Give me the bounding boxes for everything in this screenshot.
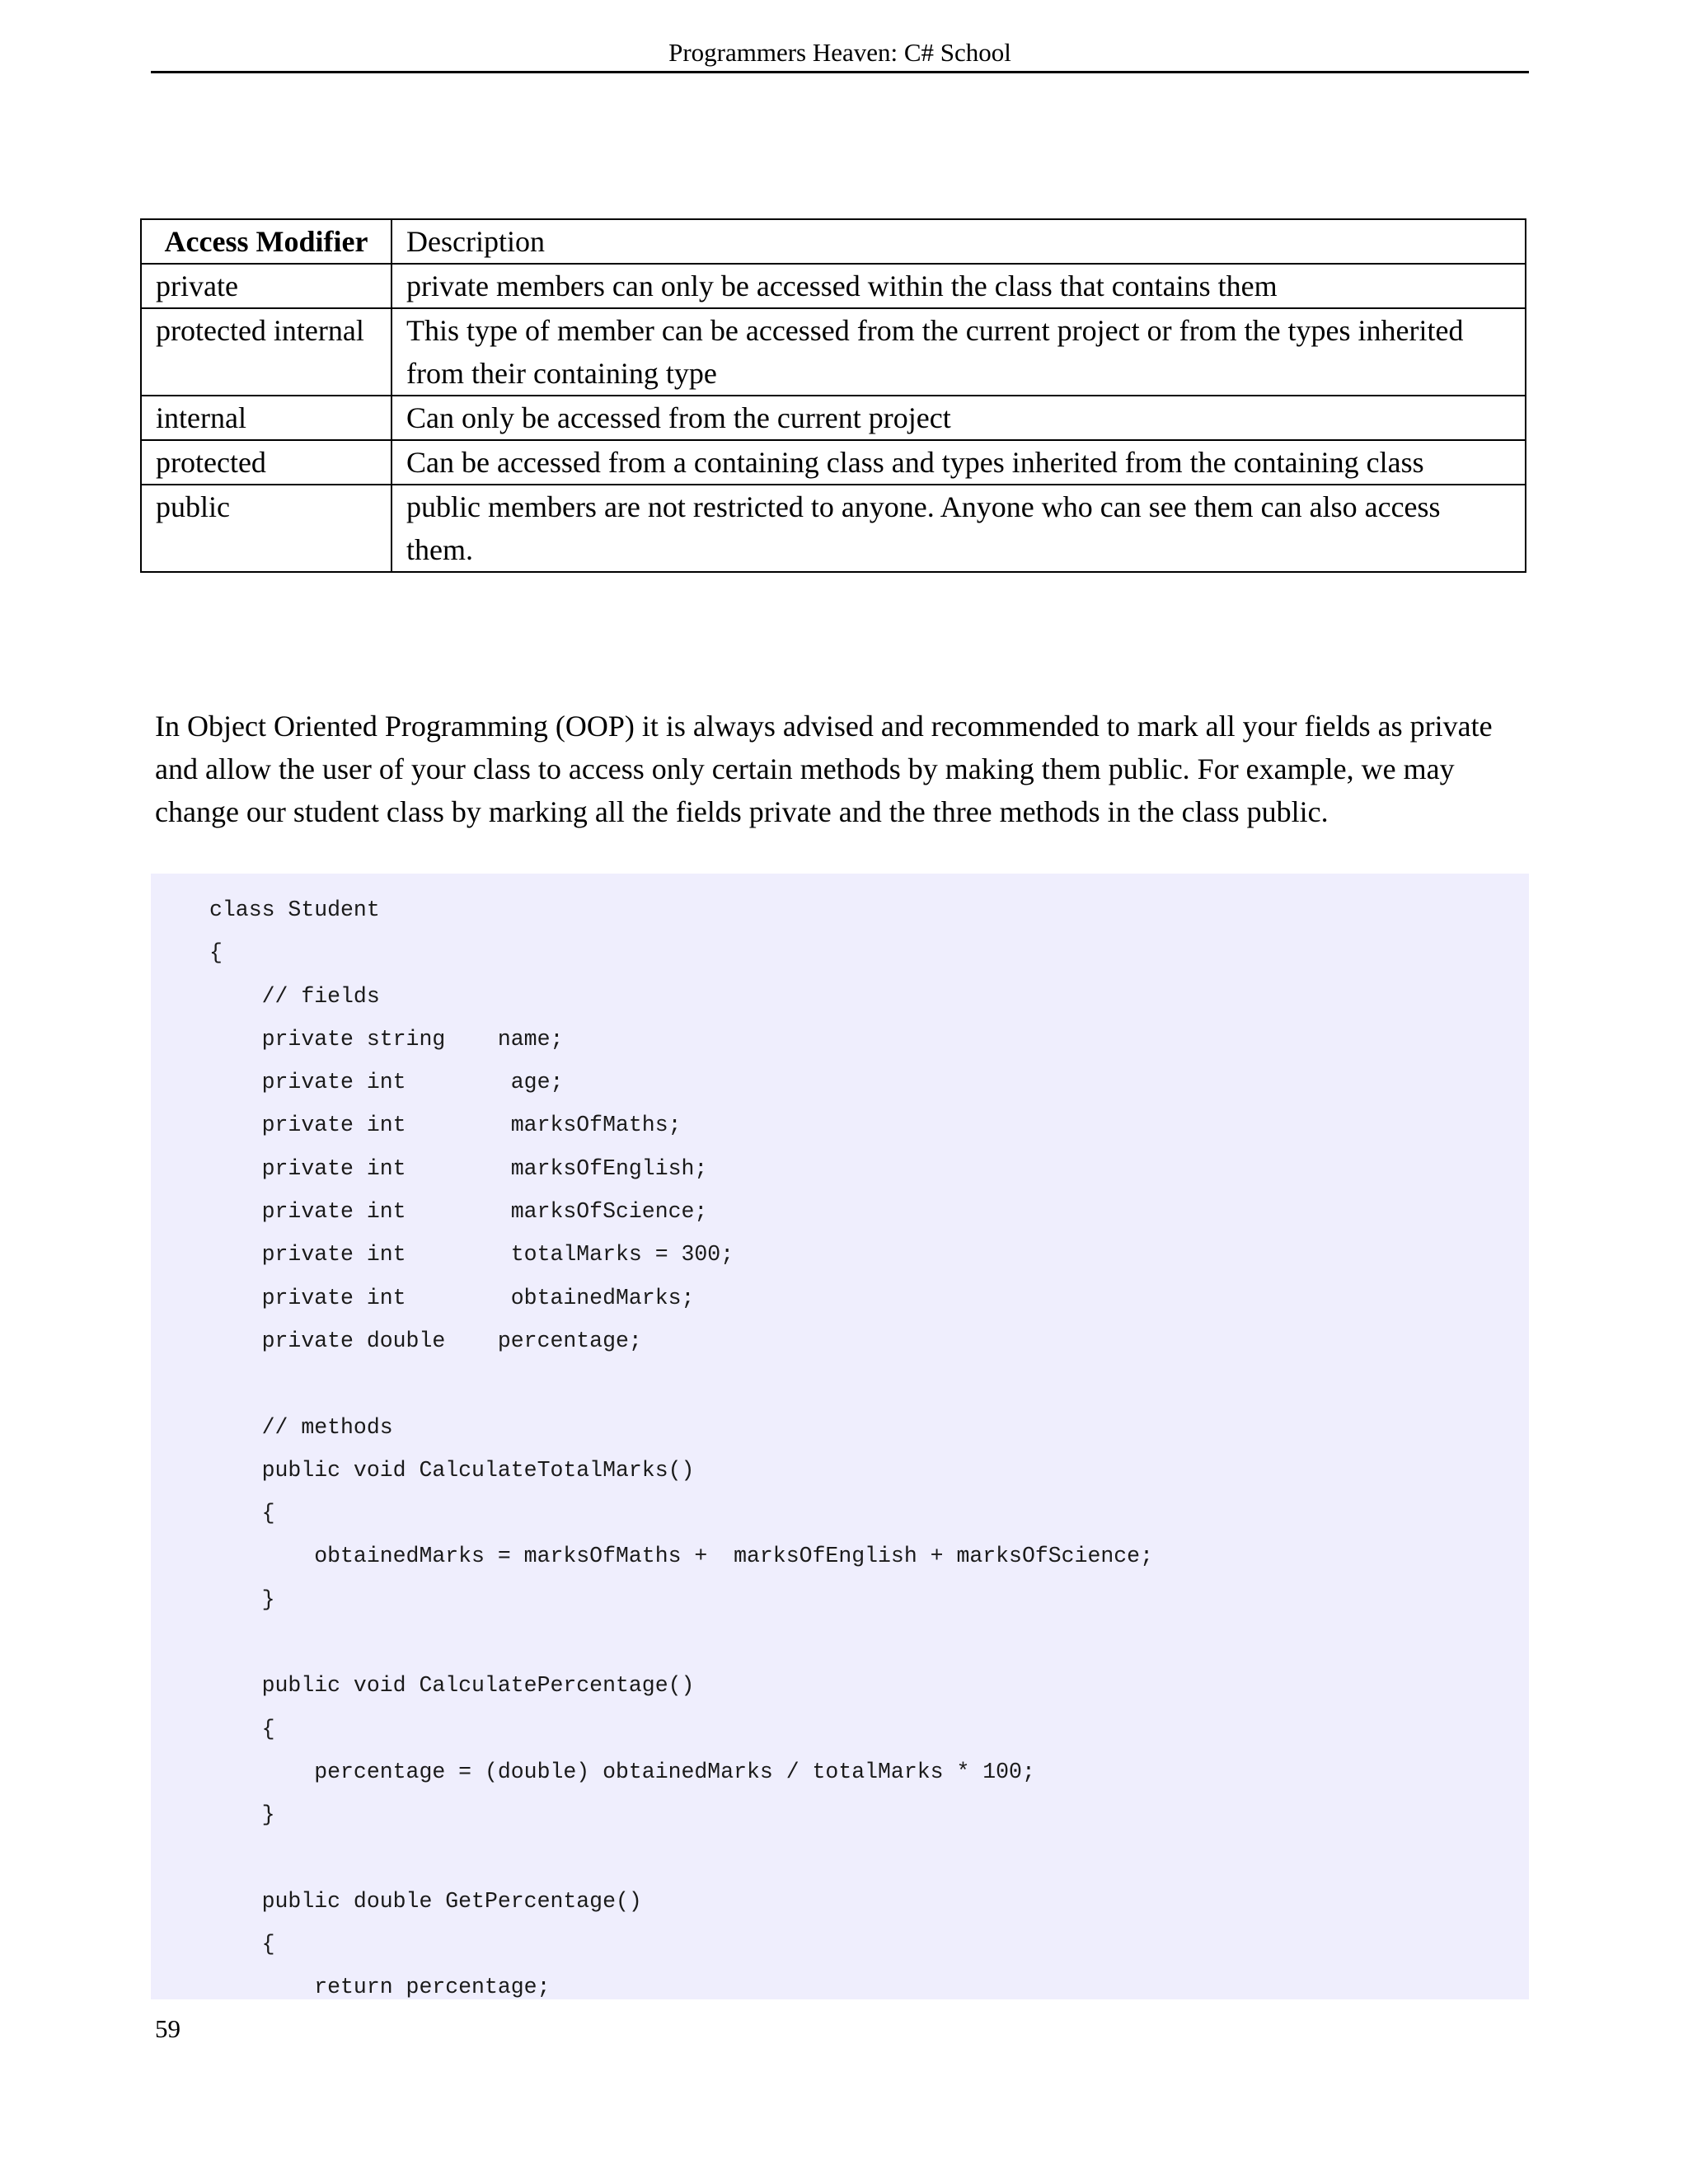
table-cell-description: This type of member can be accessed from the current project or from the types inherited from their containing type	[392, 308, 1526, 396]
code-line: }	[209, 1802, 275, 1828]
code-line: }	[209, 1586, 275, 1612]
page-header	[151, 35, 1529, 73]
code-line: private int marksOfScience;	[209, 1199, 708, 1225]
code-line: private int totalMarks = 300;	[209, 1242, 734, 1268]
code-line	[151, 1362, 1529, 1405]
code-line: public void CalculateTotalMarks()	[209, 1457, 695, 1483]
table-row	[141, 440, 1526, 485]
code-line: {	[209, 1501, 275, 1526]
table-header-row	[141, 219, 1526, 264]
code-line: private int marksOfMaths;	[209, 1113, 682, 1138]
code-line: {	[209, 940, 223, 966]
code-line: obtainedMarks = marksOfMaths + marksOfEnglish + marksOfScience;	[209, 1544, 1153, 1569]
code-line: private string name;	[209, 1026, 564, 1052]
table-cell-description: private members can only be accessed within the class that contains them	[392, 264, 1526, 308]
table-cell-modifier: public	[141, 485, 392, 572]
table-row	[141, 264, 1526, 308]
code-line: public double GetPercentage()	[209, 1888, 642, 1914]
code-line: // methods	[209, 1414, 393, 1440]
access-modifier-table	[140, 218, 1526, 573]
table-row	[141, 308, 1526, 396]
table-cell-modifier: protected internal	[141, 308, 392, 396]
table-cell-modifier: private	[141, 264, 392, 308]
page-number: 59	[155, 2014, 181, 2043]
body-paragraph: In Object Oriented Programming (OOP) it is always advised and recommended to mark all your fields as private and allow the user of your class to access only certain methods by making them public. For example, we may change our student class by marking all the fields private and the three methods in the class public.	[155, 710, 1493, 828]
table-cell-description: Can be accessed from a containing class and types inherited from the containing class	[392, 440, 1526, 485]
code-line: {	[209, 1932, 275, 1957]
page-header-title: Programmers Heaven: C# School	[668, 38, 1011, 67]
code-line: private int age;	[209, 1070, 564, 1095]
code-line: {	[209, 1716, 275, 1741]
code-line	[151, 1837, 1529, 1880]
code-block	[151, 874, 1529, 1999]
code-line: percentage = (double) obtainedMarks / totalMarks * 100;	[209, 1759, 1035, 1784]
code-line: private int obtainedMarks;	[209, 1285, 695, 1310]
table-header-access-modifier: Access Modifier	[141, 219, 392, 264]
code-line	[151, 1621, 1529, 1664]
code-line: private int marksOfEnglish;	[209, 1155, 708, 1181]
code-line: private double percentage;	[209, 1328, 642, 1353]
table-row	[141, 396, 1526, 440]
code-line: // fields	[209, 983, 380, 1009]
table-cell-modifier: protected	[141, 440, 392, 485]
code-line: return percentage;	[209, 1975, 551, 1999]
table-cell-modifier: internal	[141, 396, 392, 440]
code-line: class Student	[209, 898, 380, 922]
table-header-description: Description	[392, 219, 1526, 264]
table-row	[141, 485, 1526, 572]
table-cell-description: public members are not restricted to anyone. Anyone who can see them can also access them.	[392, 485, 1526, 572]
code-line: public void CalculatePercentage()	[209, 1673, 695, 1699]
table-cell-description: Can only be accessed from the current project	[392, 396, 1526, 440]
